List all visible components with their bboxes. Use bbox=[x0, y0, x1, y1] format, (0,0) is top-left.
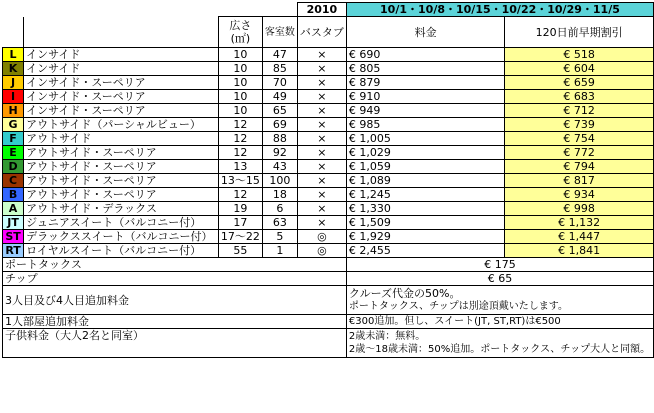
header-row-columns bbox=[3, 17, 654, 48]
cabin-room-count: 85 bbox=[262, 62, 297, 76]
cabin-type-name: アウトサイド・スーペリア bbox=[24, 160, 219, 174]
early-discount-fare: € 998 bbox=[505, 202, 654, 216]
early-discount-fare: € 1,132 bbox=[505, 216, 654, 230]
early-discount-fare: € 934 bbox=[505, 188, 654, 202]
cabin-type-name: アウトサイド（パーシャルビュー） bbox=[24, 118, 219, 132]
cabin-row bbox=[3, 216, 654, 230]
cabin-type-name: アウトサイド・スーペリア bbox=[24, 174, 219, 188]
child-fare-label: 子供料金（大人2名と同室） bbox=[3, 329, 347, 358]
fare-value: € 1,509 bbox=[346, 216, 504, 230]
fare-column-header: 料金 bbox=[346, 17, 504, 48]
early-discount-fare: € 754 bbox=[505, 132, 654, 146]
cabin-type-name: デラックススイート（バルコニー付） bbox=[24, 230, 219, 244]
extra-person-label: 3人目及び4人目追加料金 bbox=[3, 286, 347, 315]
cabin-room-count: 100 bbox=[262, 174, 297, 188]
cabin-code-badge: L bbox=[3, 48, 24, 62]
early-discount-fare: € 659 bbox=[505, 76, 654, 90]
cabin-row bbox=[3, 76, 654, 90]
cabin-code-badge: RT bbox=[3, 244, 24, 258]
cabin-room-count: 92 bbox=[262, 146, 297, 160]
cabin-row bbox=[3, 132, 654, 146]
extra-person-value bbox=[346, 286, 653, 315]
cabin-type-name: アウトサイド・スーペリア bbox=[24, 146, 219, 160]
extra-person-line1: クルーズ代金の50%。 bbox=[348, 287, 461, 300]
fare-table bbox=[2, 2, 654, 358]
bathtub-mark: × bbox=[297, 118, 346, 132]
port-tax-label: ポートタックス bbox=[3, 258, 347, 272]
header-row-top bbox=[3, 3, 654, 17]
cabin-code-badge: B bbox=[3, 188, 24, 202]
bathtub-mark: × bbox=[297, 202, 346, 216]
child-fare-line1: 2歳未満：無料。 bbox=[348, 331, 426, 342]
cabin-area: 13 bbox=[218, 160, 262, 174]
bathtub-mark: × bbox=[297, 174, 346, 188]
bathtub-mark: × bbox=[297, 188, 346, 202]
cabin-row bbox=[3, 146, 654, 160]
fare-value: € 2,455 bbox=[346, 244, 504, 258]
cabin-row bbox=[3, 90, 654, 104]
cabin-type-name: アウトサイド・スーペリア bbox=[24, 188, 219, 202]
fare-value: € 1,005 bbox=[346, 132, 504, 146]
early-discount-fare: € 518 bbox=[505, 48, 654, 62]
tip-value: € 65 bbox=[346, 272, 653, 286]
footer-row bbox=[3, 315, 654, 329]
cabin-room-count: 63 bbox=[262, 216, 297, 230]
fare-value: € 910 bbox=[346, 90, 504, 104]
bathtub-mark: × bbox=[297, 160, 346, 174]
cabin-row bbox=[3, 104, 654, 118]
cabin-code-badge: E bbox=[3, 146, 24, 160]
early-discount-column-header: 120日前早期割引 bbox=[505, 17, 654, 48]
date-header: 10/1・10/8・10/15・10/22・10/29・11/5 bbox=[346, 3, 653, 17]
cabin-area: 10 bbox=[218, 104, 262, 118]
early-discount-fare: € 739 bbox=[505, 118, 654, 132]
early-discount-fare: € 712 bbox=[505, 104, 654, 118]
cabin-code-badge: JT bbox=[3, 216, 24, 230]
cabin-type-name: インサイド・スーペリア bbox=[24, 76, 219, 90]
early-discount-fare: € 1,841 bbox=[505, 244, 654, 258]
cabin-area: 12 bbox=[218, 146, 262, 160]
fare-value: € 1,029 bbox=[346, 146, 504, 160]
cabin-area: 12 bbox=[218, 188, 262, 202]
cabin-room-count: 65 bbox=[262, 104, 297, 118]
early-discount-fare: € 604 bbox=[505, 62, 654, 76]
cabin-type-name: ジュニアスイート（バルコニー付） bbox=[24, 216, 219, 230]
cabin-code-badge: D bbox=[3, 160, 24, 174]
cabin-area: 10 bbox=[218, 90, 262, 104]
bathtub-mark: ◎ bbox=[297, 244, 346, 258]
fare-value: € 1,089 bbox=[346, 174, 504, 188]
cabin-type-name: アウトサイド・デラックス bbox=[24, 202, 219, 216]
cabin-room-count: 69 bbox=[262, 118, 297, 132]
early-discount-fare: € 817 bbox=[505, 174, 654, 188]
fare-value: € 949 bbox=[346, 104, 504, 118]
cabin-area: 13～15 bbox=[218, 174, 262, 188]
early-discount-fare: € 794 bbox=[505, 160, 654, 174]
fare-value: € 1,245 bbox=[346, 188, 504, 202]
cabin-code-badge: ST bbox=[3, 230, 24, 244]
cabin-code-badge: J bbox=[3, 76, 24, 90]
bathtub-column-header: バスタブ bbox=[297, 17, 346, 48]
fare-value: € 1,059 bbox=[346, 160, 504, 174]
cabin-area: 12 bbox=[218, 118, 262, 132]
year-header: 2010 bbox=[297, 3, 346, 17]
cabin-area: 17～22 bbox=[218, 230, 262, 244]
cabin-area: 55 bbox=[218, 244, 262, 258]
rooms-column-header: 客室数 bbox=[262, 17, 297, 48]
cabin-code-badge: C bbox=[3, 174, 24, 188]
early-discount-fare: € 683 bbox=[505, 90, 654, 104]
bathtub-mark: × bbox=[297, 76, 346, 90]
area-column-header: 広さ (㎡) bbox=[218, 17, 262, 48]
extra-person-line2: ポートタックス、チップは別途頂戴いたします。 bbox=[348, 301, 569, 312]
single-supplement-value: €300追加。但し、スイート(JT, ST,RT)は€500 bbox=[346, 315, 653, 329]
child-fare-line2: 2歳～18歳未満：50%追加。ポートタックス、チップ大人と同額。 bbox=[348, 344, 651, 355]
cabin-type-name: インサイド bbox=[24, 48, 219, 62]
bathtub-mark: ◎ bbox=[297, 230, 346, 244]
cabin-area: 12 bbox=[218, 132, 262, 146]
cabin-code-badge: I bbox=[3, 90, 24, 104]
cabin-row bbox=[3, 230, 654, 244]
fare-value: € 690 bbox=[346, 48, 504, 62]
cabin-room-count: 6 bbox=[262, 202, 297, 216]
cabin-type-name: ロイヤルスイート（バルコニー付） bbox=[24, 244, 219, 258]
cabin-row bbox=[3, 118, 654, 132]
bathtub-mark: × bbox=[297, 48, 346, 62]
cabin-row bbox=[3, 160, 654, 174]
cabin-code-badge: F bbox=[3, 132, 24, 146]
bathtub-mark: × bbox=[297, 62, 346, 76]
cabin-room-count: 70 bbox=[262, 76, 297, 90]
cabin-code-badge: K bbox=[3, 62, 24, 76]
fare-value: € 1,330 bbox=[346, 202, 504, 216]
cabin-row bbox=[3, 174, 654, 188]
cabin-row bbox=[3, 188, 654, 202]
cabin-type-name: インサイド・スーペリア bbox=[24, 90, 219, 104]
cabin-room-count: 49 bbox=[262, 90, 297, 104]
child-fare-value bbox=[346, 329, 653, 358]
early-discount-fare: € 1,447 bbox=[505, 230, 654, 244]
bathtub-mark: × bbox=[297, 132, 346, 146]
cabin-room-count: 5 bbox=[262, 230, 297, 244]
fare-value: € 985 bbox=[346, 118, 504, 132]
cabin-area: 17 bbox=[218, 216, 262, 230]
cabin-type-name: インサイド bbox=[24, 62, 219, 76]
cabin-room-count: 88 bbox=[262, 132, 297, 146]
footer-row bbox=[3, 258, 654, 272]
cabin-room-count: 18 bbox=[262, 188, 297, 202]
cabin-room-count: 47 bbox=[262, 48, 297, 62]
footer-row bbox=[3, 286, 654, 315]
footer-row bbox=[3, 272, 654, 286]
cabin-code-badge: A bbox=[3, 202, 24, 216]
cabin-type-name: インサイド・スーペリア bbox=[24, 104, 219, 118]
cabin-type-name: アウトサイド bbox=[24, 132, 219, 146]
cabin-row bbox=[3, 48, 654, 62]
footer-row bbox=[3, 329, 654, 358]
bathtub-mark: × bbox=[297, 104, 346, 118]
bathtub-mark: × bbox=[297, 146, 346, 160]
bathtub-mark: × bbox=[297, 90, 346, 104]
port-tax-value: € 175 bbox=[346, 258, 653, 272]
cabin-row bbox=[3, 244, 654, 258]
cabin-area: 19 bbox=[218, 202, 262, 216]
fare-value: € 879 bbox=[346, 76, 504, 90]
tip-label: チップ bbox=[3, 272, 347, 286]
cabin-area: 10 bbox=[218, 48, 262, 62]
fare-value: € 1,929 bbox=[346, 230, 504, 244]
cabin-code-badge: G bbox=[3, 118, 24, 132]
cabin-code-badge: H bbox=[3, 104, 24, 118]
cabin-room-count: 43 bbox=[262, 160, 297, 174]
bathtub-mark: × bbox=[297, 216, 346, 230]
single-supplement-label: 1人部屋追加料金 bbox=[3, 315, 347, 329]
cabin-row bbox=[3, 202, 654, 216]
fare-value: € 805 bbox=[346, 62, 504, 76]
cabin-room-count: 1 bbox=[262, 244, 297, 258]
cabin-area: 10 bbox=[218, 76, 262, 90]
cabin-row bbox=[3, 62, 654, 76]
cabin-area: 10 bbox=[218, 62, 262, 76]
early-discount-fare: € 772 bbox=[505, 146, 654, 160]
